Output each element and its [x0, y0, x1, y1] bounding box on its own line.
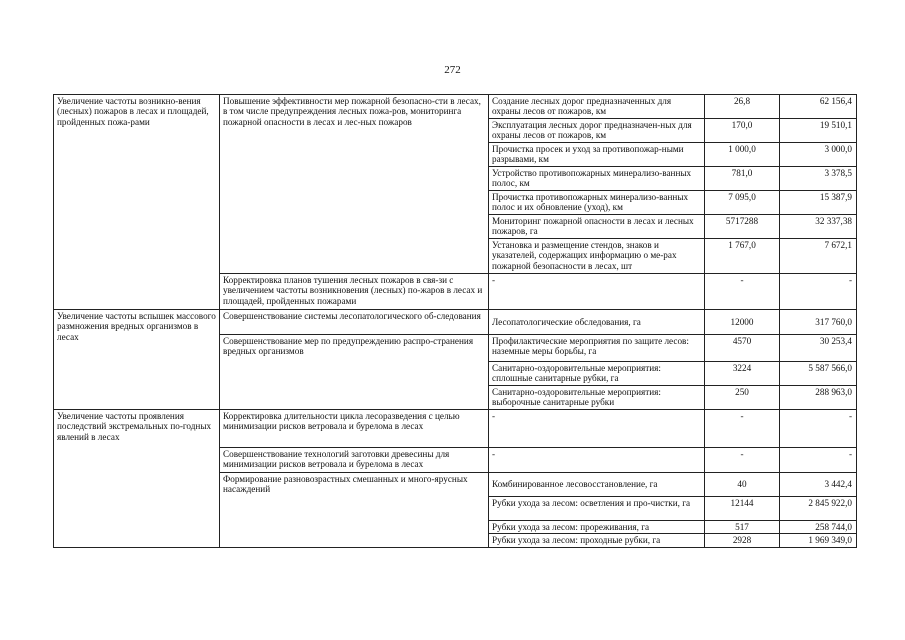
cost-cell: 3 442,4 — [780, 473, 857, 497]
activity-cell: Комбинированное лесовосстановление, га — [489, 473, 705, 497]
volume-cell: 26,8 — [705, 95, 780, 119]
measures-table — [53, 94, 857, 548]
cost-cell: 19 510,1 — [780, 119, 857, 143]
cost-cell: 62 156,4 — [780, 95, 857, 119]
volume-cell: 12144 — [705, 497, 780, 521]
measure-cell: Совершенствование мер по предупреждению распро-странения вредных организмов — [220, 335, 489, 410]
activity-cell: - — [489, 410, 705, 448]
volume-cell: 5717288 — [705, 215, 780, 239]
activity-cell: Эксплуатация лесных дорог предназначен-ных для охраны лесов от пожаров, км — [489, 119, 705, 143]
activity-cell: Установка и размещение стендов, знаков и указателей, содержащих информацию о ме-рах пожарной безопасности в лесах, шт — [489, 239, 705, 274]
activity-cell: Мониторинг пожарной опасности в лесах и лесных пожаров, га — [489, 215, 705, 239]
risk-cell: Увеличение частоты проявления последствий экстремальных по-годных явлений в лесах — [54, 410, 220, 548]
measure-cell: Корректировка планов тушения лесных пожаров в свя-зи с увеличением частоты возникновения (лесных) по-жаров в лесах и площадей, пройденных пожарами — [220, 274, 489, 310]
cost-cell: - — [780, 274, 857, 310]
cost-cell: - — [780, 448, 857, 473]
activity-cell: Лесопатологические обследования, га — [489, 310, 705, 335]
risk-cell: Увеличение частоты возникно-вения (лесных) пожаров в лесах и площадей, пройденных пожа-рами — [54, 95, 220, 310]
activity-cell: Устройство противопожарных минерализо-ванных полос, км — [489, 167, 705, 191]
cost-cell: 7 672,1 — [780, 239, 857, 274]
page-number: 272 — [444, 64, 461, 76]
activity-cell: - — [489, 448, 705, 473]
cost-cell: 3 378,5 — [780, 167, 857, 191]
activity-cell: Создание лесных дорог предназначенных для охраны лесов от пожаров, км — [489, 95, 705, 119]
activity-cell: Рубки ухода за лесом: проходные рубки, га — [489, 534, 705, 547]
cost-cell: 317 760,0 — [780, 310, 857, 335]
risk-cell: Увеличение частоты вспышек массового размножения вредных организмов в лесах — [54, 310, 220, 410]
volume-cell: 4570 — [705, 335, 780, 362]
table-row — [54, 310, 857, 335]
cost-cell: 30 253,4 — [780, 335, 857, 362]
measure-cell: Формирование разновозрастных смешанных и много-ярусных насаждений — [220, 473, 489, 548]
volume-cell: - — [705, 274, 780, 310]
volume-cell: 517 — [705, 521, 780, 534]
cost-cell: 3 000,0 — [780, 143, 857, 167]
activity-cell: Санитарно-оздоровительные мероприятия: сплошные санитарные рубки, га — [489, 362, 705, 386]
cost-cell: - — [780, 410, 857, 448]
measure-cell: Совершенствование системы лесопатологического об-следования — [220, 310, 489, 335]
volume-cell: - — [705, 410, 780, 448]
table-row — [54, 410, 857, 448]
activity-cell: - — [489, 274, 705, 310]
volume-cell: 3224 — [705, 362, 780, 386]
measure-cell: Совершенствование технологий заготовки древесины для минимизации рисков ветровала и бурелома в лесах — [220, 448, 489, 473]
volume-cell: 1 767,0 — [705, 239, 780, 274]
activity-cell: Прочистка просек и уход за противопожар-ными разрывами, км — [489, 143, 705, 167]
volume-cell: 250 — [705, 386, 780, 410]
activity-cell: Рубки ухода за лесом: прореживания, га — [489, 521, 705, 534]
volume-cell: 2928 — [705, 534, 780, 547]
volume-cell: 1 000,0 — [705, 143, 780, 167]
cost-cell: 288 963,0 — [780, 386, 857, 410]
volume-cell: - — [705, 448, 780, 473]
activity-cell: Санитарно-оздоровительные мероприятия: выборочные санитарные рубки — [489, 386, 705, 410]
volume-cell: 40 — [705, 473, 780, 497]
measure-cell: Повышение эффективности мер пожарной безопасно-сти в лесах, в том числе предупреждения лесных пожа-ров, мониторинга пожарной опасности в лесах и лес-ных пожаров — [220, 95, 489, 274]
activity-cell: Рубки ухода за лесом: осветления и про-чистки, га — [489, 497, 705, 521]
table-row — [54, 95, 857, 119]
cost-cell: 32 337,38 — [780, 215, 857, 239]
cost-cell: 1 969 349,0 — [780, 534, 857, 547]
cost-cell: 258 744,0 — [780, 521, 857, 534]
volume-cell: 7 095,0 — [705, 191, 780, 215]
volume-cell: 781,0 — [705, 167, 780, 191]
cost-cell: 2 845 922,0 — [780, 497, 857, 521]
volume-cell: 12000 — [705, 310, 780, 335]
activity-cell: Прочистка противопожарных минерализо-ванных полос и их обновление (уход), км — [489, 191, 705, 215]
cost-cell: 15 387,9 — [780, 191, 857, 215]
measure-cell: Корректировка длительности цикла лесоразведения с целью минимизации рисков ветровала и бурелома в лесах — [220, 410, 489, 448]
volume-cell: 170,0 — [705, 119, 780, 143]
activity-cell: Профилактические мероприятия по защите лесов: наземные меры борьбы, га — [489, 335, 705, 362]
cost-cell: 5 587 566,0 — [780, 362, 857, 386]
